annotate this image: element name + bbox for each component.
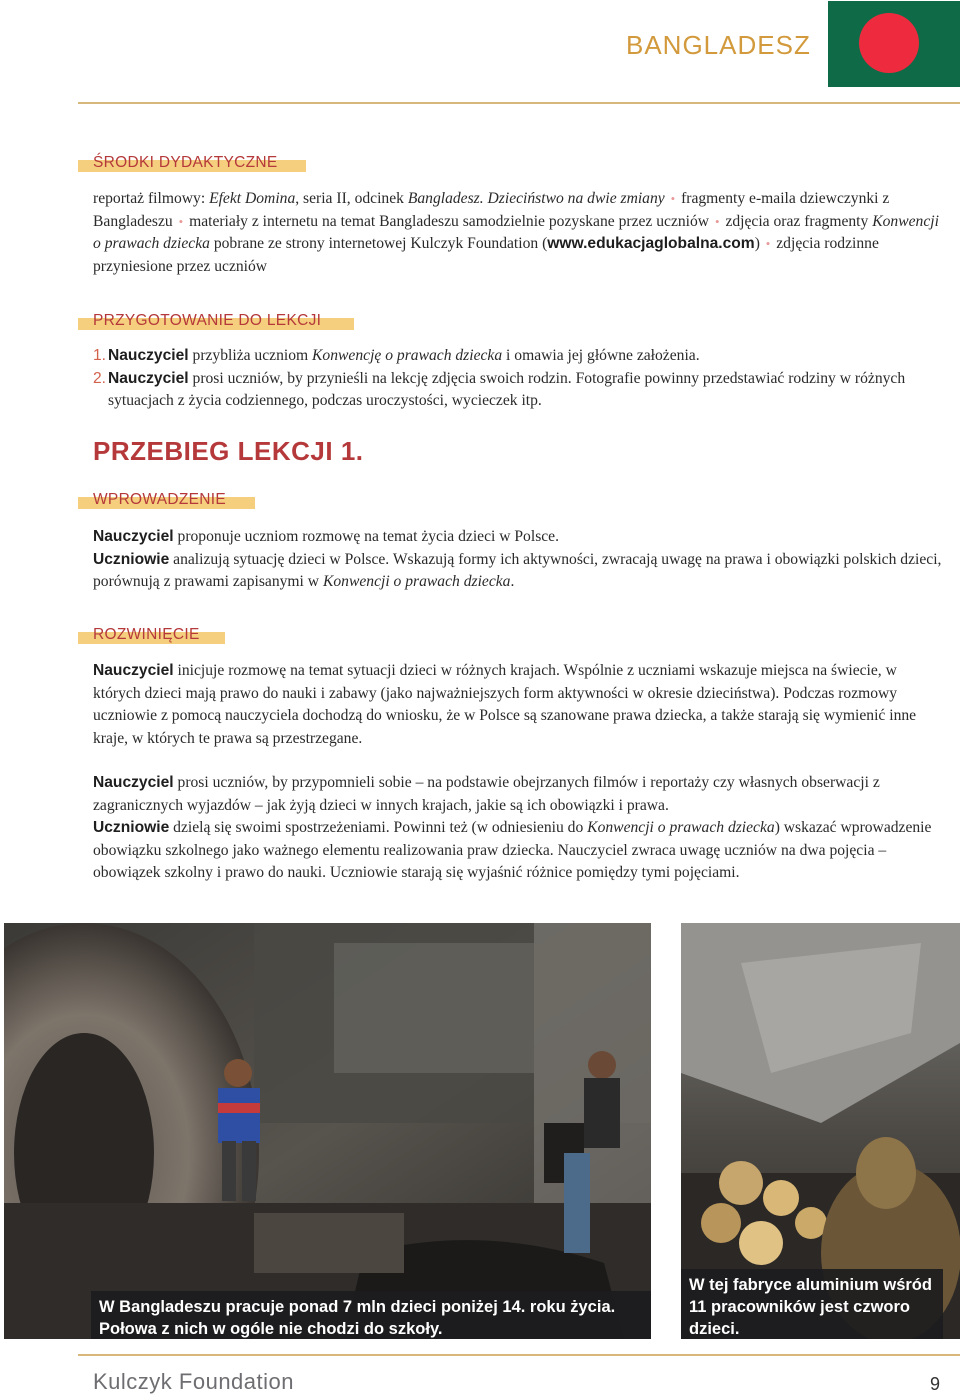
development-text-3: dzielą się swoimi spostrzeżeniami. Powinni też (w odniesieniu do — [169, 819, 588, 836]
footer-brand: Kulczyk Foundation — [93, 1369, 294, 1394]
step-actor: Nauczyciel — [108, 347, 189, 364]
episode-title: Bangladesz. — [407, 190, 484, 207]
materials-item-2-title: Dzieciństwo na dwie zmiany — [487, 190, 665, 207]
list-item — [93, 345, 945, 368]
bullet: • — [670, 191, 676, 206]
development-paragraph-1 — [93, 660, 945, 750]
factory-scene-left — [4, 923, 651, 1339]
materials-item-1: reportaż filmowy: — [93, 190, 210, 207]
photo-caption-right: W tej fabryce aluminium wśród 11 pracowników jest czworo dzieci. — [681, 1269, 943, 1339]
materials-item-2: fragmenty e-maila dziewczynki z Bangladeszu — [93, 190, 890, 230]
footer-divider — [78, 1354, 960, 1356]
bullet: • — [714, 213, 720, 229]
section-label-introduction: WPROWADZENIE — [78, 490, 255, 509]
convention-title: Konwencję o prawach dziecka — [312, 347, 503, 364]
step-text: przybliża uczniom — [188, 347, 313, 364]
intro-sentence-1: proponuje uczniom rozmowę na temat życia dzieci w Polsce. — [173, 528, 559, 545]
development-paragraph-2 — [93, 772, 945, 885]
factory-photo-left — [4, 923, 651, 1339]
actor-label: Nauczyciel — [93, 774, 174, 791]
page-number: 9 — [930, 1374, 941, 1394]
photo-caption-left: W Bangladeszu pracuje ponad 7 mln dzieci poniżej 14. roku życia. Połowa z nich w ogóle nie chodzi do szkoły. — [91, 1291, 651, 1339]
bullet: • — [765, 236, 771, 251]
convention-title: Konwencji o prawach dziecka — [587, 819, 775, 836]
lesson-title: PRZEBIEG LEKCJI 1. — [93, 436, 364, 466]
intro-sentence-2: analizują sytuację dzieci w Polsce. Wskazują formy ich aktywności, zwracają uwagę na prawa i obowiązki polskich dzieci, porównują z prawami zapisanymi w — [93, 550, 942, 590]
materials-item-1-mid: , seria II, odcinek — [295, 190, 408, 207]
section-label-development: ROZWINIĘCIE — [78, 625, 225, 644]
actor-label: Uczniowie — [93, 550, 170, 568]
materials-item-4: zdjęcia oraz fragmenty — [725, 212, 873, 230]
flag-red-disc — [859, 13, 919, 73]
bangladesh-flag-icon — [828, 1, 960, 87]
actor-label: Nauczyciel — [93, 662, 174, 679]
convention-title: Konwencji o prawach dziecka — [322, 573, 511, 590]
website-link[interactable]: www.edukacjaglobalna.com — [547, 235, 755, 252]
factory-photo-right — [681, 923, 960, 1339]
header-divider — [78, 102, 960, 104]
step-text: i omawia jej główne założenia. — [502, 347, 700, 364]
bullet: • — [178, 213, 184, 229]
step-number: 2. — [93, 369, 107, 387]
section-label-materials: ŚRODKI DYDAKTYCZNE — [78, 153, 306, 172]
development-text-4: ) wskazać wprowadzenie obowiązku szkolnego jako ważnego elementu realizowania praw dziecka. Nauczyciel zwraca uwagę uczniów na dwa pojęcia – obowiązek szkolny i prawo do nauki. Uczniowie starają się wyjaśnić różnice pomiędzy tymi pojęciami. — [93, 819, 932, 881]
country-title: BANGLADESZ — [626, 30, 811, 60]
step-number: 1. — [93, 347, 107, 364]
film-title: Efekt Domina — [209, 190, 296, 207]
section-label-preparation: PRZYGOTOWANIE DO LEKCJI — [78, 311, 354, 330]
actor-label: Uczniowie — [93, 819, 170, 836]
materials-item-3: materiały z internetu na temat Bangladeszu samodzielnie pozyskane przez uczniów — [189, 212, 710, 230]
materials-item-4-rest: pobrane ze strony internetowej Kulczyk Foundation ( — [209, 235, 548, 252]
preparation-steps — [93, 345, 945, 413]
materials-list — [93, 188, 945, 278]
step-text: prosi uczniów, by przynieśli na lekcję zdjęcia swoich rodzin. Fotografie powinny przedstawiać rodziny w różnych sytuacjach z życia codziennego, podczas uroczystości, wycieczek itp. — [108, 369, 906, 409]
actor-label: Nauczyciel — [93, 528, 174, 545]
development-text-2: prosi uczniów, by przypomnieli sobie – na podstawie obejrzanych filmów i reportaży czy własnych obserwacji z zagranicznych wyjazdów – jak żyją dzieci w innych krajach, jakie są ich obowiązki i prawa. — [93, 774, 880, 814]
step-actor: Nauczyciel — [108, 369, 189, 387]
materials-item-4-close: ) — [754, 235, 760, 252]
materials-item-5: zdjęcia rodzinne przyniesione przez uczniów — [93, 235, 879, 275]
intro-end: . — [510, 573, 515, 590]
convention-title: Konwencji o prawach dziecka — [93, 212, 939, 252]
intro-text — [93, 526, 945, 594]
development-text-1: inicjuje rozmowę na temat sytuacji dzieci w różnych krajach. Wspólnie z uczniami wskazuje miejsca na świecie, w których dzieci mają prawo do nauki i zabawy (jako najważniejszych form aktywności w okresie dzieciństwa). Podczas rozmowy uczniowie z pomocą nauczyciela dochodzą do wniosku, że w Polsce są szanowane prawa dziecka, a także starają się wymienić inne kraje, w których te prawa są przestrzegane. — [93, 662, 917, 747]
list-item — [93, 368, 945, 413]
